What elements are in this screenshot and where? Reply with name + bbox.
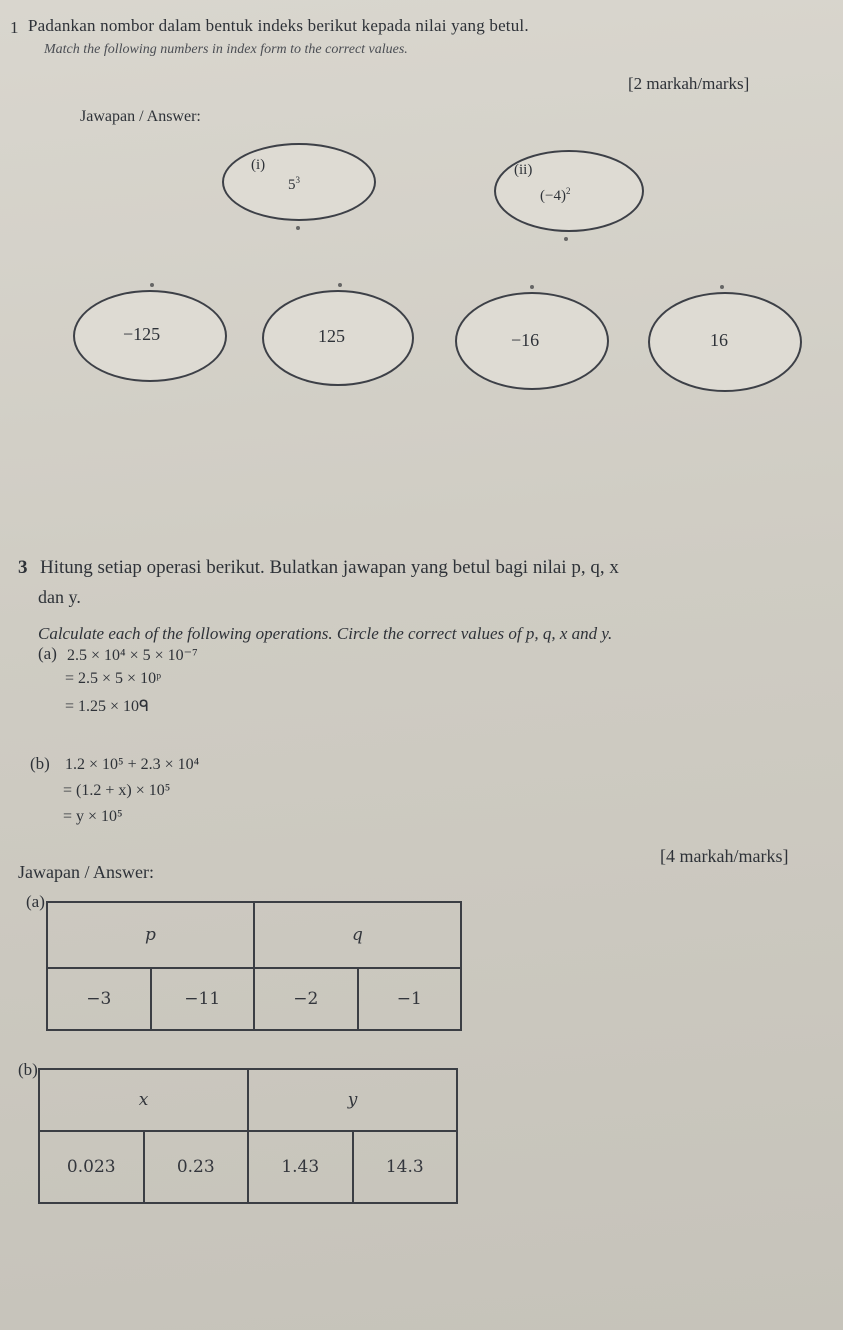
header-y: y [248,1069,457,1131]
table-b-label: (b) [18,1060,38,1079]
option-cell[interactable]: 0.23 [144,1131,249,1203]
match-dot[interactable] [338,283,342,287]
value-text: 125 [318,326,345,346]
option-cell[interactable]: 14.3 [353,1131,458,1203]
part-b-line: = y × 10⁵ [63,808,123,825]
question-number: 3 [18,557,28,578]
value-oval[interactable] [262,290,414,386]
match-dot[interactable] [150,283,154,287]
value-oval[interactable] [648,292,802,392]
part-a-line: = 1.25 × 10ᑫ [65,698,150,715]
value-text: −16 [511,330,540,350]
option-cell[interactable]: 0.023 [39,1131,144,1203]
question-instruction-ms: Hitung setiap operasi berikut. Bulatkan jawapan yang betul bagi nilai p, q, x [40,557,619,578]
option-cell[interactable]: −2 [254,968,358,1030]
header-p: p [47,902,254,968]
question-instruction-ms-cont: dan y. [38,587,81,607]
value-text: −125 [123,324,161,344]
table-a-label: (a) [26,892,45,911]
marks-label: [2 markah/marks] [628,74,750,93]
index-oval-ii[interactable] [494,150,644,232]
answer-label: Jawapan / Answer: [18,862,154,882]
value-text: 16 [710,330,728,350]
index-oval-i[interactable] [222,143,376,221]
item-label: (i) [251,157,266,173]
option-cell[interactable]: −11 [151,968,255,1030]
option-cell[interactable]: 1.43 [248,1131,353,1203]
header-q: q [254,902,461,968]
match-dot[interactable] [530,285,534,289]
match-dot[interactable] [296,226,300,230]
item-label: (ii) [514,162,533,178]
part-a-label: (a) [38,644,57,663]
answer-table-b [38,1068,458,1204]
part-b-line: = (1.2 + x) × 10⁵ [63,782,171,799]
part-a-line: 2.5 × 10⁴ × 5 × 10⁻⁷ [67,647,198,664]
part-b-label: (b) [30,754,50,773]
question-instruction-ms: Padankan nombor dalam bentuk indeks berikut kepada nilai yang betul. [28,16,529,35]
option-cell[interactable]: −1 [358,968,462,1030]
index-expression: $(-4)^2$ [540,186,571,204]
marks-label: [4 markah/marks] [660,846,789,866]
index-expression: $5^3$ [288,175,300,193]
question-instruction-en: Match the following numbers in index form to the correct values. [44,42,408,57]
question-number: 1 [10,18,19,37]
header-x: x [39,1069,248,1131]
option-cell[interactable]: −3 [47,968,151,1030]
value-oval[interactable] [73,290,227,382]
question-instruction-en: Calculate each of the following operations. Circle the correct values of p, q, x and y. [38,624,613,643]
part-a-line: = 2.5 × 5 × 10ᵖ [65,670,162,687]
answer-table-a [46,901,462,1031]
match-dot[interactable] [564,237,568,241]
part-b-line: 1.2 × 10⁵ + 2.3 × 10⁴ [65,756,200,773]
value-oval[interactable] [455,292,609,390]
match-dot[interactable] [720,285,724,289]
answer-label: Jawapan / Answer: [80,108,201,125]
